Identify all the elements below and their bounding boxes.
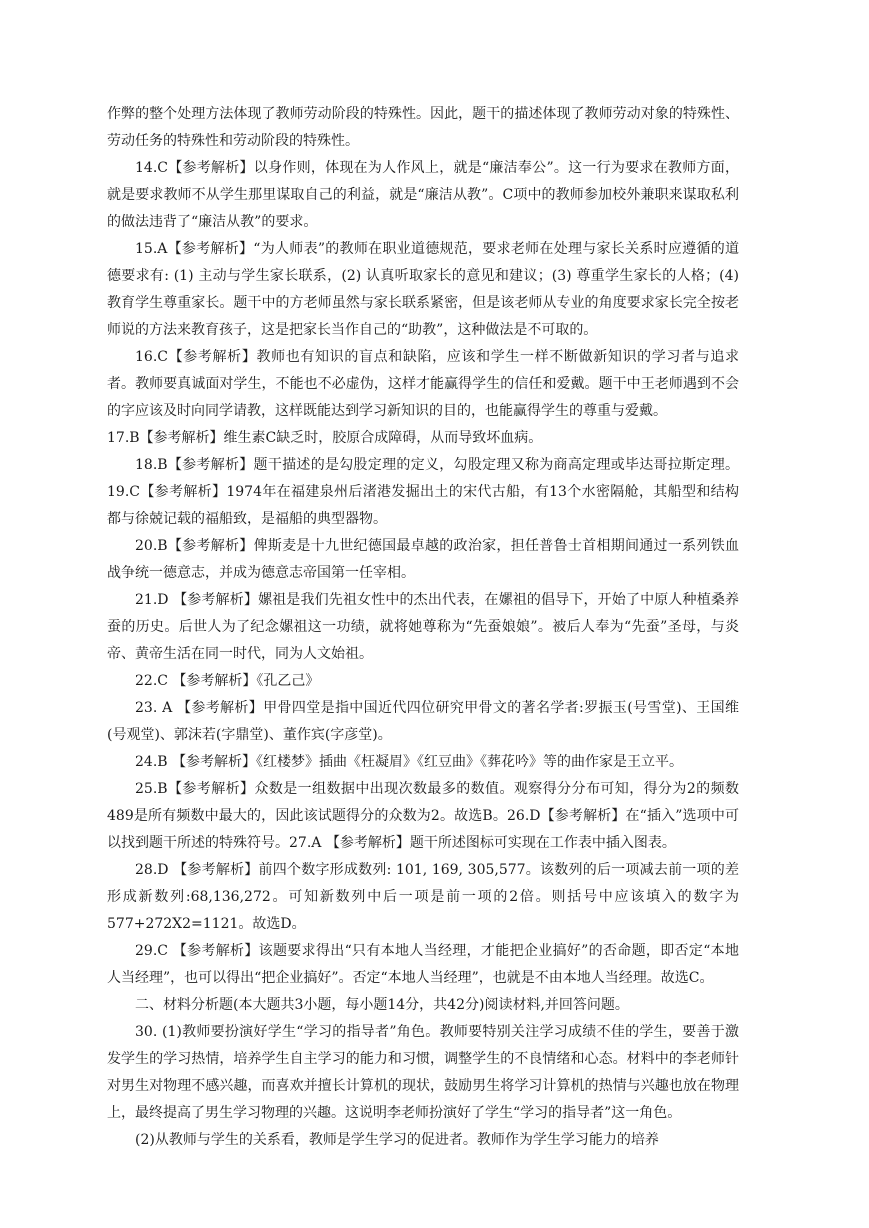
- answer-28: 28.D 【参考解析】前四个数字形成数列: 101, 169, 305,577。该数列的后一项减去前一项的差形成新数列:68,136,272。可知新数列中后一项是前一项的2倍。则括号中应该填入的数字为577+272X2=1121。故选D。: [107, 862, 739, 932]
- answer-24: 24.B 【参考解析】《红楼梦》插曲《枉凝眉》《红豆曲》《葬花吟》等的曲作家是王立平。: [135, 754, 684, 770]
- answer-22: 22.C 【参考解析】《孔乙己》: [135, 673, 320, 689]
- answer-30-part2: (2)从教师与学生的关系看，教师是学生学习的促进者。教师作为学生学习能力的培养: [135, 1132, 659, 1148]
- page-body: [107, 101, 739, 1154]
- answer-16: 16.C【参考解析】教师也有知识的盲点和缺陷，应该和学生一样不断做新知识的学习者与追求者。教师要真诚面对学生，不能也不必虚伪，这样才能赢得学生的信任和爱戴。题干中王老师遇到不会的字应该及时向同学请教，这样既能达到学习新知识的目的，也能赢得学生的尊重与爱戴。: [107, 349, 739, 419]
- answer-15: 15.A【参考解析】“为人师表”的教师在职业道德规范，要求老师在处理与家长关系时应遵循的道德要求有: (1) 主动与学生家长联系，(2) 认真听取家长的意见和建议；(3) 尊重学生家长的人格；(4) 教育学生尊重家长。题干中的方老师虽然与家长联系紧密，但是该老师从专业的角度要求家长完全按老师说的方法来教育孩子，这是把家长当作自己的“助教”，这种做法是不可取的。: [107, 241, 739, 338]
- answer-20: 20.B【参考解析】俾斯麦是十九世纪德国最卓越的政治家，担任普鲁士首相期间通过一系列铁血战争统一德意志，并成为德意志帝国第一任宰相。: [107, 538, 739, 581]
- answer-25-27: 25.B【参考解析】众数是一组数据中出现次数最多的数值。观察得分分布可知，得分为2的频数489是所有频数中最大的，因此该试题得分的众数为2。故选B。26.D【参考解析】在“插入”选项中可以找到题干所述的特殊符号。27.A 【参考解析】题干所述图标可实现在工作表中插入图表。: [107, 781, 739, 851]
- answer-14: 14.C【参考解析】以身作则，体现在为人作风上，就是“廉洁奉公”。这一行为要求在教师方面，就是要求教师不从学生那里谋取自己的利益，就是“廉洁从教”。C项中的教师参加校外兼职来谋取私利的做法违背了“廉洁从教”的要求。: [107, 160, 739, 230]
- answer-29: 29.C 【参考解析】该题要求得出“只有本地人当经理，才能把企业搞好”的否命题，即否定“本地人当经理”，也可以得出“把企业搞好”。否定“本地人当经理”，也就是不由本地人当经理。故选C。: [107, 943, 739, 986]
- answer-18-19: 18.B【参考解析】题干描述的是勾股定理的定义，勾股定理又称为商高定理或毕达哥拉斯定理。19.C【参考解析】1974年在福建泉州后渚港发掘出土的宋代古船，有13个水密隔舱，其船型和结构都与徐兢记载的福船致，是福船的典型器物。: [107, 457, 739, 527]
- section-heading: 二、材料分析题(本大题共3小题，每小题14分，共42分)阅读材料,并回答问题。: [135, 997, 629, 1013]
- answer-17: 17.B【参考解析】维生素C缺乏时，胶原合成障碍，从而导致坏血病。: [107, 430, 543, 446]
- paragraph-0: 作弊的整个处理方法体现了教师劳动阶段的特殊性。因此，题干的描述体现了教师劳动对象的特殊性、劳动任务的特殊性和劳动阶段的特殊性。: [107, 106, 739, 149]
- answer-21: 21.D 【参考解析】嫘祖是我们先祖女性中的杰出代表，在嫘祖的倡导下，开始了中原人种植桑养蚕的历史。后世人为了纪念嫘祖这一功绩，就将她尊称为“先蚕娘娘”。被后人奉为“先蚕”圣母，与炎帝、黄帝生活在同一时代，同为人文始祖。: [107, 592, 739, 662]
- answer-30-part1: 30. (1)教师要扮演好学生“学习的指导者”角色。教师要特别关注学习成绩不佳的学生，要善于激发学生的学习热情，培养学生自主学习的能力和习惯，调整学生的不良情绪和心态。材料中的李老师针对男生对物理不感兴趣，而喜欢并擅长计算机的现状，鼓励男生将学习计算机的热情与兴趣也放在物理上，最终提高了男生学习物理的兴趣。这说明李老师扮演好了学生“学习的指导者”这一角色。: [107, 1024, 739, 1121]
- answer-23: 23. A 【参考解析】甲骨四堂是指中国近代四位研究甲骨文的著名学者:罗振玉(号雪堂)、王国维(号观堂)、郭沫若(字鼎堂)、董作宾(字彦堂)。: [107, 700, 739, 743]
